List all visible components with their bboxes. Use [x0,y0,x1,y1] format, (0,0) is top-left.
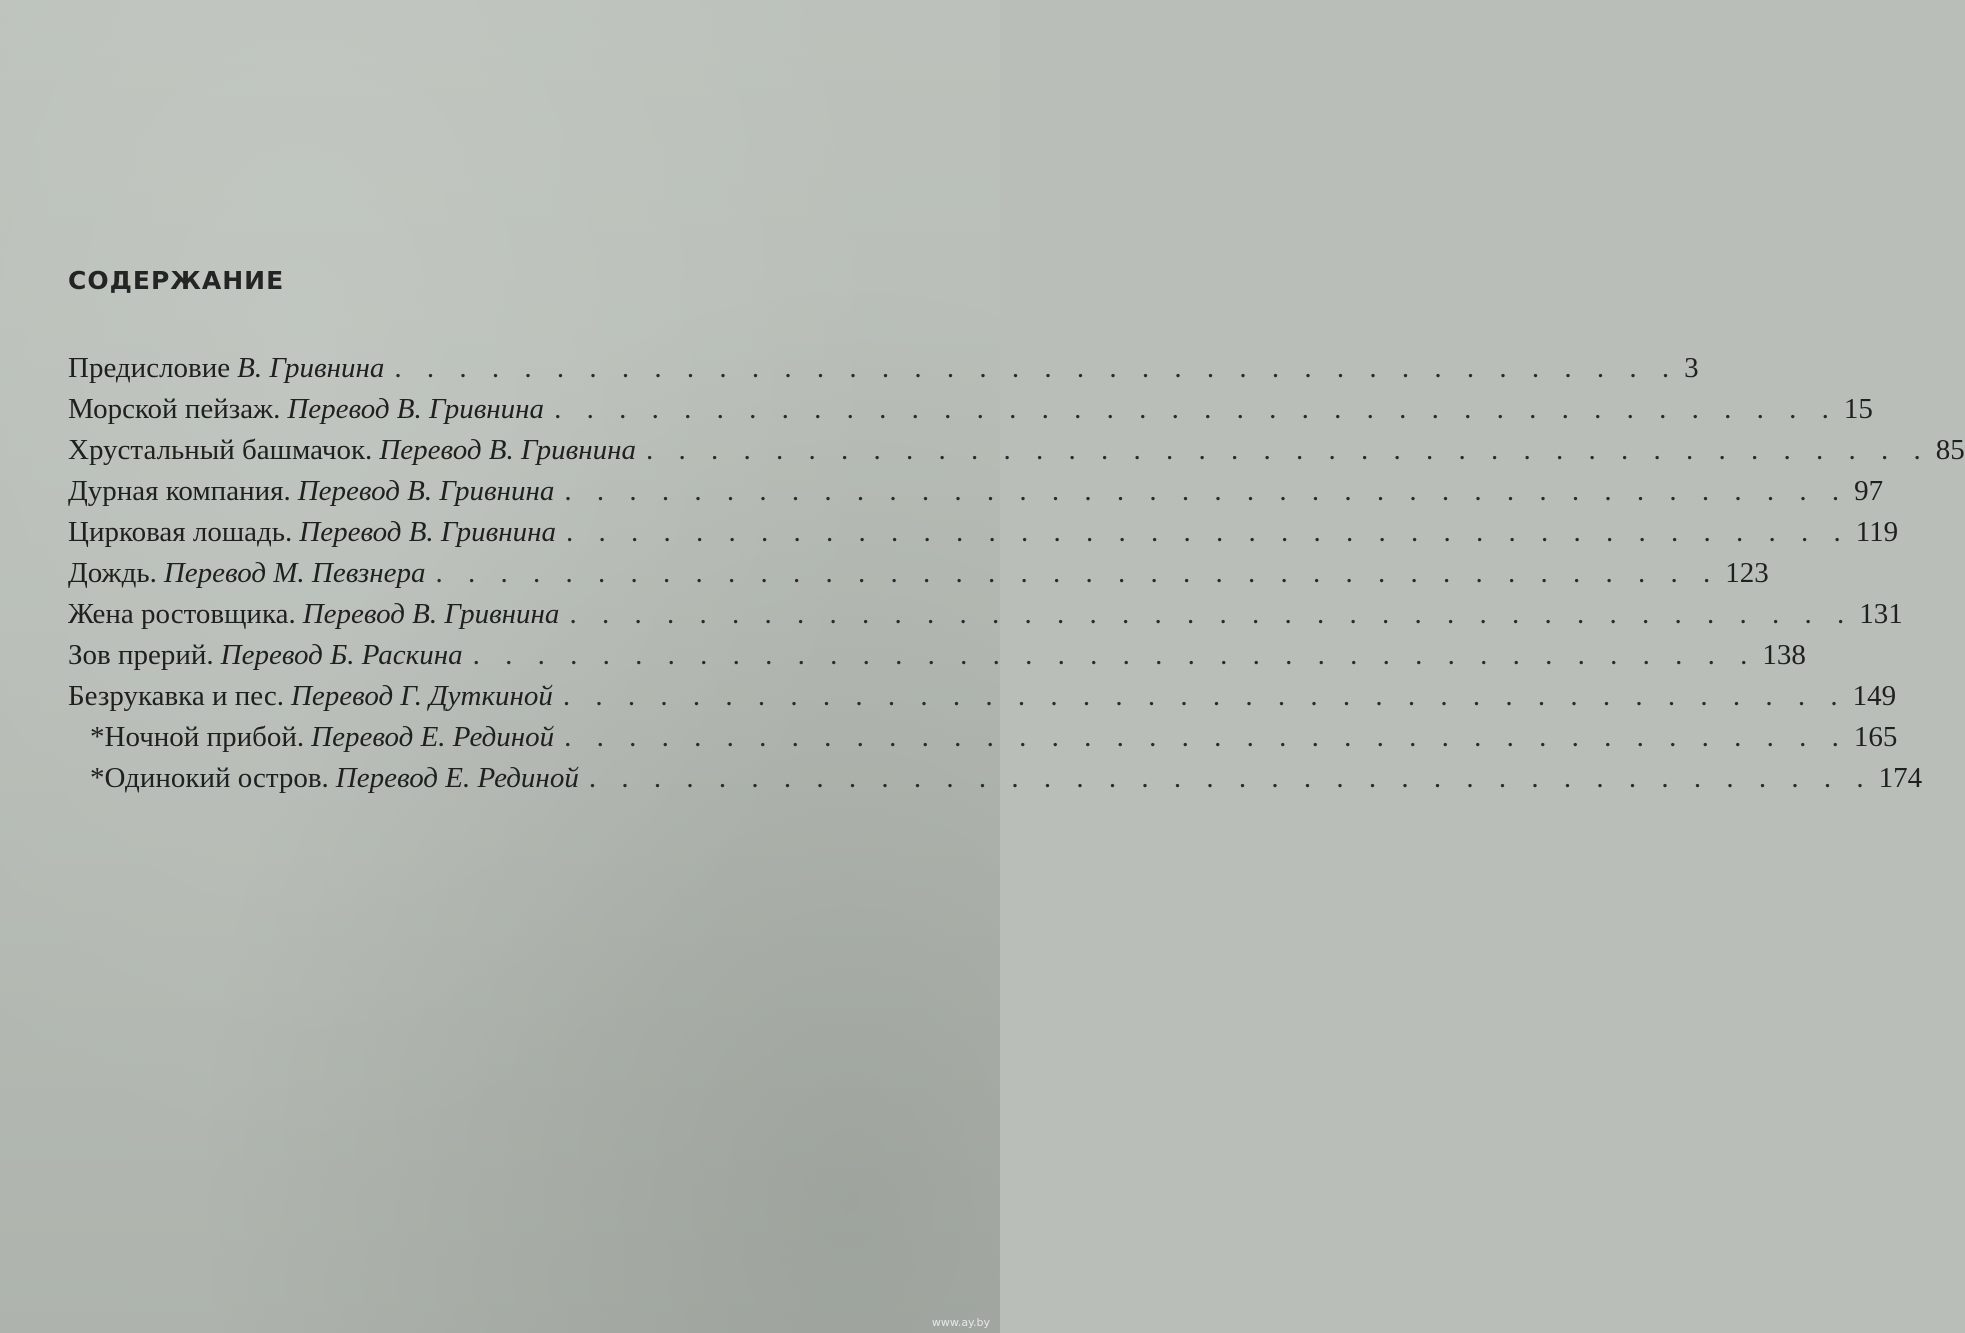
entry-title: Предисловие [68,352,231,384]
entry-title: *Одинокий остров. [90,762,329,794]
toc-entry [68,594,1903,635]
entry-page-number: 97 [1854,475,1884,507]
entry-page-number: 15 [1843,393,1873,425]
toc-entry [68,635,1806,676]
dot-leader: . . . . . . . . . . . . . . . . . . . . . . . . . . . . . . . . . . . . . . . . [554,393,1838,425]
toc-entry [68,389,1873,430]
toc-entry [68,471,1884,512]
dot-leader: . . . . . . . . . . . . . . . . . . . . . . . . . . . . . . . . . . . . . . . . [472,639,1757,671]
toc-entry [68,430,1965,471]
entry-title: Морской пейзаж. [68,393,281,425]
dot-leader: . . . . . . . . . . . . . . . . . . . . . . . . . . . . . . . . . . . . . . . . [588,762,1873,794]
entry-page-number: 165 [1853,721,1898,753]
dot-leader: . . . . . . . . . . . . . . . . . . . . . . . . . . . . . . . . . . . . . . . . [569,598,1854,630]
entry-title: Дурная компания. [68,475,291,507]
entry-credit: В. Гривнина [237,352,385,384]
toc-entry [68,512,1899,553]
entry-page-number: 149 [1852,680,1897,712]
dot-leader: . . . . . . . . . . . . . . . . . . . . . . . . . . . . . . . . . . . . . . . . [565,516,1850,548]
entry-page-number: 123 [1725,557,1769,589]
entry-credit: Перевод В. Гривнина [287,393,545,425]
entry-credit: Перевод Е. Рединой [311,721,555,753]
toc-entry [68,348,1699,389]
dot-leader: . . . . . . . . . . . . . . . . . . . . . . . . . . . . . . . . . . . . . . . . [394,352,1679,384]
entry-credit: Перевод В. Гривнина [297,475,555,507]
toc-entry [68,676,1897,717]
entry-credit: Перевод В. Гривнина [379,434,637,466]
site-watermark: www.ay.by [931,1316,990,1329]
entry-credit: Перевод Г. Дуткиной [290,680,553,712]
entry-page-number: 3 [1684,352,1699,384]
entry-title: Хрустальный башмачок. [68,434,373,466]
entry-title: Цирковая лошадь. [68,516,293,548]
entry-credit: Перевод В. Гривнина [302,598,560,630]
entry-title: Жена ростовщика. [68,598,296,630]
entry-credit: Перевод М. Певзнера [163,557,426,589]
entry-page-number: 85 [1935,434,1965,466]
toc-entry [68,717,1898,758]
entry-page-number: 131 [1859,598,1903,630]
contents-heading: СОДЕРЖАНИЕ [68,266,285,295]
entry-title: Дождь. [68,557,157,589]
toc-entry [68,553,1769,594]
entry-page-number: 138 [1762,639,1806,671]
dot-leader: . . . . . . . . . . . . . . . . . . . . . . . . . . . . . . . . . . . . . . . . [435,557,1720,589]
dot-leader: . . . . . . . . . . . . . . . . . . . . . . . . . . . . . . . . . . . . . . . . [562,680,1847,712]
entry-credit: Перевод Б. Раскина [220,639,463,671]
entry-credit: Перевод В. Гривнина [299,516,556,548]
entry-page-number: 119 [1855,516,1899,548]
entry-credit: Перевод Е. Рединой [335,762,579,794]
dot-leader: . . . . . . . . . . . . . . . . . . . . . . . . . . . . . . . . . . . . . . . . [646,434,1930,466]
dot-leader: . . . . . . . . . . . . . . . . . . . . . . . . . . . . . . . . . . . . . . . . [564,475,1849,507]
table-of-contents [68,348,1965,799]
entry-page-number: 174 [1878,762,1923,794]
entry-title: Безрукавка и пес. [68,680,284,712]
entry-title: Зов прерий. [68,639,214,671]
toc-entry [68,758,1923,799]
entry-title: *Ночной прибой. [90,721,305,753]
dot-leader: . . . . . . . . . . . . . . . . . . . . . . . . . . . . . . . . . . . . . . . . [564,721,1848,753]
